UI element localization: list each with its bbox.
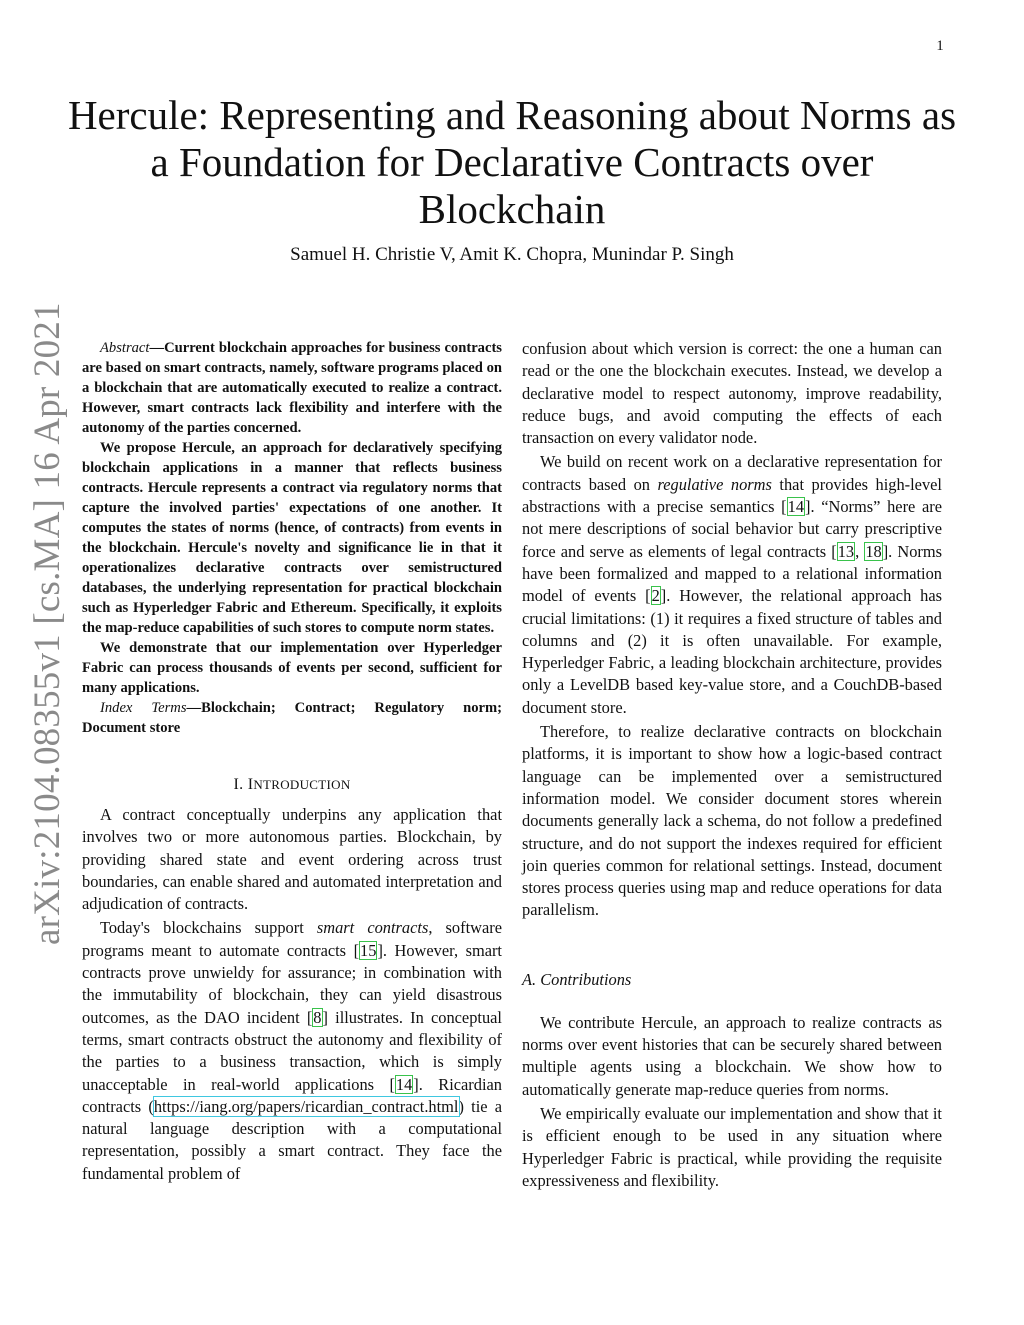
body-paragraph: confusion about which version is correct: the one a human can read or the one the blockchain executes. Instead, we develop a declarative model to respect autonomy, improve readability, reduce bugs, and avoid computing the effects of each transaction on every validator node. [522, 339, 942, 448]
body-paragraph [522, 451, 942, 719]
abstract-paragraph [82, 338, 502, 438]
text-run: ]. However, the relational approach has crucial limitations: (1) it requires a fixed structure of tables and columns and (2) it is often unavailable. For example, Hyperledger Fabric, a leading blockchain architecture, provides only a LevelDB based key-value store, and a CouchDB-based document store. [522, 586, 942, 717]
text-run: We build on recent work on a declarative representation for contracts based on [522, 452, 942, 494]
citation-link[interactable]: 2 [651, 586, 660, 606]
citation-link[interactable]: 14 [395, 1074, 413, 1094]
text-run: ]. “Norms” here are not mere descriptions of social behavior but carry prescriptive force and serve as elements of legal contracts [ [522, 497, 942, 561]
body-paragraph: Therefore, to realize declarative contracts on blockchain platforms, it is important to show how a logic-based contract language can be implemented over a semistructured information model. We consider document stores wherein documents generally lack a schema, do not follow a predefined structure, and do not support the indexes required for efficient join queries common for relational settings. Instead, document stores process queries using map and reduce operations for data parallelism. [522, 722, 942, 920]
author-list: Samuel H. Christie V, Amit K. Chopra, Munindar P. Singh [290, 244, 734, 265]
intro-paragraph [82, 917, 502, 1185]
subsection-heading-contributions: A. Contributions [522, 969, 632, 989]
index-terms-text: —Blockchain; Contract; Regulatory norm; Document store [82, 700, 502, 736]
text-run: ) tie a natural language description with a computational representation, possibly a smart contract. They face the fundamental problem of [82, 1096, 503, 1183]
citation-link[interactable]: 15 [360, 940, 377, 960]
section-heading-introduction [82, 776, 502, 794]
text-run: Today's blockchains support [100, 918, 317, 938]
citation-link[interactable]: 8 [313, 1007, 322, 1027]
right-column [522, 338, 942, 1192]
text-run: ]. Ricardian contracts ( [82, 1074, 502, 1116]
index-terms-label: Index Terms [100, 700, 187, 716]
body-paragraph: We contribute Hercule, an approach to realize contracts as norms over event histories that can be securely shared between multiple agents using a blockchain. We show how to automatically generate map-reduce queries from norms. [522, 1012, 942, 1099]
citation-link[interactable]: 13 [837, 541, 855, 561]
paper-title: Hercule: Representing and Reasoning about Norms as a Foundation for Declarative Contracts over Blockchain [67, 92, 957, 232]
section-title-rest: NTRODUCTION [253, 777, 351, 792]
text-run: , [855, 541, 865, 561]
abstract-label: Abstract [100, 340, 150, 356]
citation-link[interactable]: 14 [787, 497, 805, 517]
left-column [82, 338, 502, 1185]
section-numeral: I. [233, 776, 248, 793]
intro-paragraph: A contract conceptually underpins any application that involves two or more autonomous parties. Blockchain, by providing shared state and event ordering across trust boundaries, can enable shared and automated interpretation and adjudication of contracts. [82, 805, 502, 914]
abstract-paragraph: We demonstrate that our implementation over Hyperledger Fabric can process thousands of events per second, sufficient for many applications. [82, 640, 502, 696]
index-terms [82, 698, 502, 738]
url-link[interactable]: https://iang.org/papers/ricardian_contract.html [153, 1096, 459, 1116]
abstract-paragraph: We propose Hercule, an approach for declaratively specifying blockchain applications in a manner that reflects business contracts. Hercule represents a contract via regulatory norms that capture the involved parties' expectations of one another. It computes the states of norms (hence, of contracts) from events in the blockchain. Hercule's novelty and significance lie in that it operationalizes declarative contracts over semistructured databases, the underlying representation for practical blockchain such as Hyperledger Fabric and Ethereum. Specifically, it exploits the map-reduce capabilities of such stores to compute norm states. [82, 440, 502, 636]
text-run: that provides high-level abstractions with a precise semantics [ [522, 474, 942, 517]
section-initial: I [247, 776, 254, 793]
emphasis-regulative-norms: regulative norms [657, 474, 772, 494]
body-paragraph: We empirically evaluate our implementation and show that it is efficient enough to be used in any situation where Hyperledger Fabric is practical, while providing the requisite expressiveness and flexibility. [522, 1103, 942, 1190]
text-run: ]. However, smart contracts prove unwieldy for assurance; in combination with the immutability of blockchain, they can yield disastrous outcomes, as the DAO incident [ [82, 940, 502, 1027]
arxiv-identifier[interactable]: arXiv:2104.08355v1 [cs.MA] 16 Apr 2021 [27, 302, 68, 945]
abstract-text: —Current blockchain approaches for business contracts are based on smart contracts, namely, software programs placed on a blockchain that are automatically executed to realize a contract. However, smart contracts lack flexibility and interfere with the autonomy of the parties concerned. [82, 340, 502, 436]
text-run: ]. Norms have been formalized and mapped to a relational information model of events [ [522, 541, 942, 606]
page-number: 1 [936, 38, 944, 54]
citation-link[interactable]: 18 [865, 541, 882, 561]
text-run: ] illustrates. In conceptual terms, smart contracts obstruct the autonomy and flexibility of the parties to a business transaction, which is simply unacceptable in real-world applications [ [82, 1007, 502, 1094]
text-run: , software programs meant to automate contracts [ [82, 918, 502, 960]
emphasis-smart-contracts: smart contracts [316, 918, 429, 938]
